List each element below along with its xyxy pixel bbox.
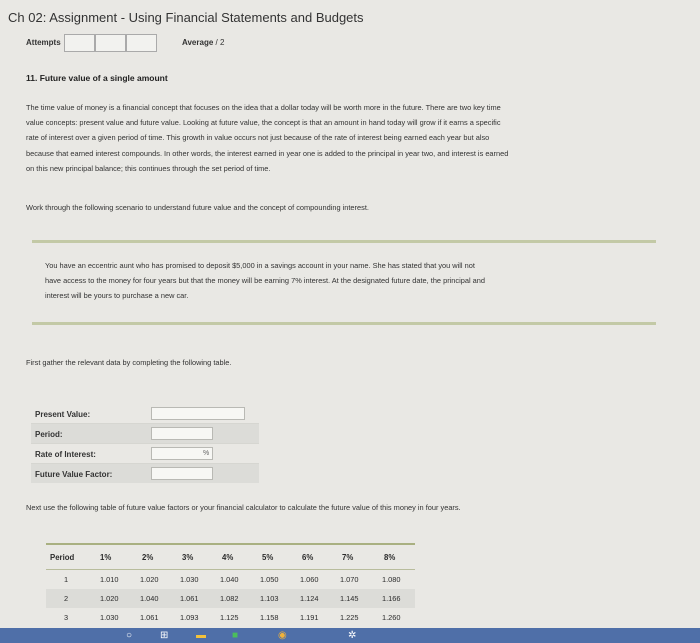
fv-value-cell: 1.020 <box>100 594 119 603</box>
fv-value-cell: 1.061 <box>140 613 159 622</box>
fv-value-cell: 1.070 <box>340 575 359 584</box>
settings-icon[interactable]: ✲ <box>348 630 357 641</box>
fv-value-cell: 1.191 <box>300 613 319 622</box>
scenario-divider-bottom <box>32 322 656 325</box>
period-label: Period: <box>35 430 63 439</box>
fv-header-cell: 4% <box>222 553 234 562</box>
intro-line: because that earned interest compounds. In other words, the interest earned in year one is added to the principal in year two, and interest is earned <box>26 148 509 158</box>
question-title: 11. Future value of a single amount <box>26 73 168 83</box>
fv-header-row <box>46 551 415 567</box>
fv-value-cell: 1.082 <box>220 594 239 603</box>
app-icon[interactable]: ■ <box>232 630 239 641</box>
next-instruction: Next use the following table of future value factors or your financial calculator to calculate the future value of this money in four years. <box>26 503 461 512</box>
fv-value-cell: 1.225 <box>340 613 359 622</box>
present-value-input[interactable] <box>151 407 245 420</box>
attempt-boxes <box>64 34 157 52</box>
attempt-box <box>126 34 157 52</box>
fv-value-cell: 1.060 <box>300 575 319 584</box>
fv-header-cell: 5% <box>262 553 274 562</box>
fv-table <box>46 548 415 628</box>
average-label: Average <box>182 38 214 47</box>
chrome-icon[interactable]: ◉ <box>278 630 287 641</box>
table-row <box>46 570 415 589</box>
fv-value-cell: 1.040 <box>220 575 239 584</box>
fv-header-cell: 3% <box>182 553 194 562</box>
fv-period-cell: 3 <box>64 613 69 622</box>
gather-instruction: First gather the relevant data by completing the following table. <box>26 358 232 367</box>
scenario-line: have access to the money for four years but that the money will be earning 7% interest. At the designated future date, the principal and <box>45 276 486 285</box>
intro-line: value concepts: present value and future value. Looking at future value, the concept is that an amount in hand today will grow if it earns a specific <box>26 118 501 128</box>
attempt-box <box>95 34 126 52</box>
intro-line: The time value of money is a financial concept that focuses on the idea that a dollar today will be worth more in the future. There are two key time <box>26 103 501 112</box>
attempts-label: Attempts <box>26 38 61 47</box>
scenario-divider-top <box>32 240 656 243</box>
fv-value-cell: 1.145 <box>340 594 359 603</box>
fv-value-cell: 1.124 <box>300 594 319 603</box>
period-input[interactable] <box>151 427 213 440</box>
fv-header-cell: 8% <box>384 553 396 562</box>
fv-value-cell: 1.125 <box>220 613 239 622</box>
table-row <box>46 589 415 608</box>
fv-value-cell: 1.050 <box>260 575 279 584</box>
fv-factor-label: Future Value Factor: <box>35 470 113 479</box>
data-row-present-value <box>31 404 259 424</box>
page-title: Ch 02: Assignment - Using Financial Statements and Budgets <box>8 10 364 25</box>
data-table <box>31 404 259 482</box>
fv-factor-input[interactable] <box>151 467 213 480</box>
fv-value-cell: 1.030 <box>100 613 119 622</box>
data-row-fv-factor <box>31 464 259 483</box>
table-row <box>46 608 415 627</box>
fv-value-cell: 1.260 <box>382 613 401 622</box>
fv-value-cell: 1.080 <box>382 575 401 584</box>
scenario-text <box>45 258 660 303</box>
fv-value-cell: 1.158 <box>260 613 279 622</box>
attempt-box <box>64 34 95 52</box>
scenario-line: You have an eccentric aunt who has promised to deposit $5,000 in a savings account in your name. She has stated that you will not <box>45 261 475 270</box>
data-row-period <box>31 424 259 444</box>
fv-value-cell: 1.010 <box>100 575 119 584</box>
scenario-line: interest will be yours to purchase a new car. <box>45 291 189 300</box>
fv-header-cell: 6% <box>302 553 314 562</box>
fv-value-cell: 1.030 <box>180 575 199 584</box>
average-score <box>182 38 224 47</box>
fv-header-cell: 2% <box>142 553 154 562</box>
fv-value-cell: 1.020 <box>140 575 159 584</box>
fv-header-cell: 7% <box>342 553 354 562</box>
interest-rate-label: Rate of Interest: <box>35 450 96 459</box>
intro-line: on this new principal balance; this continues through the set period of time. <box>26 163 271 173</box>
search-icon[interactable]: ○ <box>126 630 133 641</box>
file-explorer-icon[interactable]: ▬ <box>196 630 206 641</box>
intro-line: rate of interest over a given period of time. This growth in value occurs not just because of the rate of interest being earned each year but also <box>26 133 490 143</box>
task-view-icon[interactable]: ⊞ <box>160 630 169 641</box>
fv-table-rule <box>46 543 415 545</box>
present-value-label: Present Value: <box>35 410 91 419</box>
data-row-interest-rate <box>31 444 259 464</box>
fv-value-cell: 1.103 <box>260 594 279 603</box>
instruction-text: Work through the following scenario to understand future value and the concept of compounding interest. <box>26 203 369 212</box>
fv-value-cell: 1.093 <box>180 613 199 622</box>
fv-period-cell: 1 <box>64 575 69 584</box>
taskbar <box>0 628 700 643</box>
average-value: / 2 <box>215 38 225 47</box>
intro-paragraph <box>26 100 696 176</box>
percent-sign: % <box>203 450 210 457</box>
fv-header-cell: 1% <box>100 553 112 562</box>
fv-period-cell: 2 <box>64 594 69 603</box>
fv-value-cell: 1.040 <box>140 594 159 603</box>
fv-value-cell: 1.166 <box>382 594 401 603</box>
fv-value-cell: 1.061 <box>180 594 199 603</box>
fv-header-cell: Period <box>50 553 75 562</box>
